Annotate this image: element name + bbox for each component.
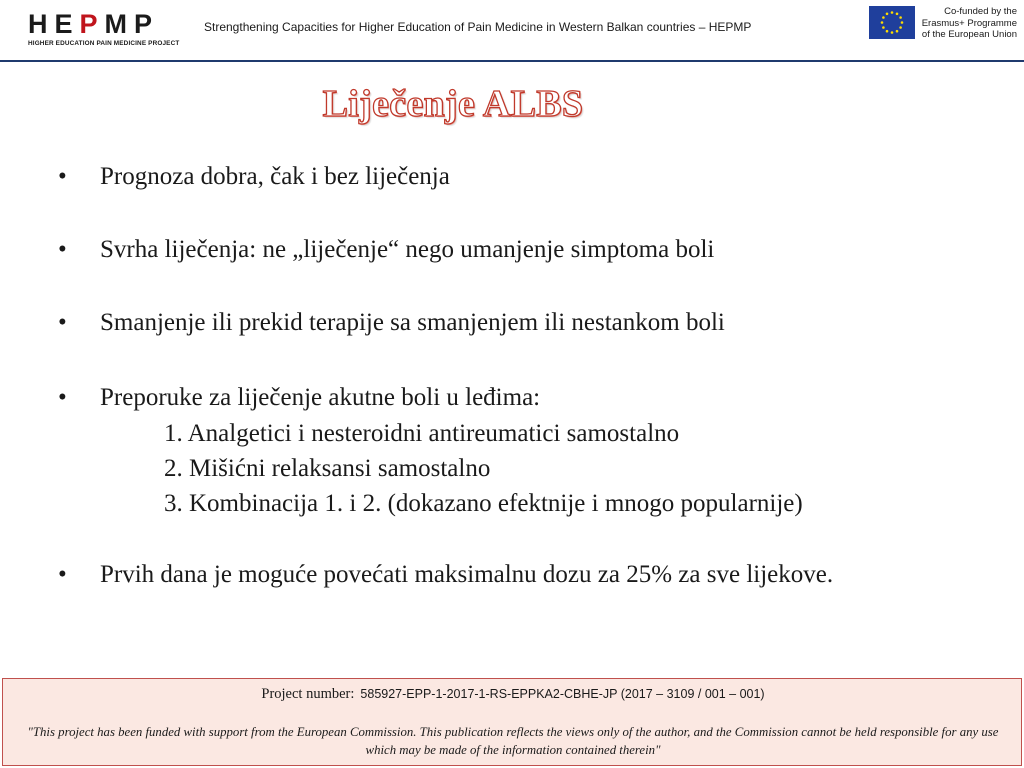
eu-text-line-2: Erasmus+ Programme	[921, 17, 1017, 29]
logo-letter-e: E	[54, 9, 73, 39]
eu-text-line-3: of the European Union	[921, 29, 1017, 40]
eu-text-line-1: Co-funded by the	[944, 6, 1017, 17]
project-number-line	[3, 686, 1023, 703]
project-number-label: Project number:	[261, 686, 355, 702]
slide-title: Liječenje ALBS	[322, 83, 584, 125]
bullet-dot: •	[58, 309, 67, 336]
bullet-text: Smanjenje ili prekid terapije sa smanjenjem ili nestankom boli	[100, 309, 725, 336]
sub-list-item: 2. Mišićni relaksansi samostalno	[164, 455, 491, 482]
logo-letter-m: M	[104, 9, 128, 39]
logo-subtitle: HIGHER EDUCATION PAIN MEDICINE PROJECT	[28, 40, 180, 47]
bullet-dot: •	[58, 236, 67, 263]
logo-letter-h: H	[28, 9, 48, 39]
project-number-value: 585927-EPP-1-2017-1-RS-EPPKA2-CBHE-JP (2017 – 3109 / 001 – 001)	[360, 687, 765, 701]
bullet-dot: •	[58, 163, 67, 190]
project-header-title: Strengthening Capacities for Higher Education of Pain Medicine in Western Balkan countries – HEPMP	[204, 20, 752, 34]
bullet-text: Svrha liječenja: ne „liječenje“ nego umanjenje simptoma boli	[100, 236, 715, 263]
sub-list-item: 1. Analgetici i nesteroidni antireumatici samostalno	[164, 420, 680, 447]
logo-letter-p-accent: P	[79, 9, 98, 39]
bullet-dot: •	[58, 561, 67, 588]
funding-footer	[2, 678, 1022, 766]
bullet-text: Prognoza dobra, čak i bez liječenja	[100, 163, 450, 190]
bullet-dot: •	[58, 384, 67, 411]
funding-disclaimer: "This project has been funded with support from the European Commission. This publication reflects the views only of the author, and the Commission cannot be held responsible for any use which may be made of the information contained therein"	[27, 725, 999, 757]
bullet-text: Prvih dana je moguće povećati maksimalnu dozu za 25% za sve lijekove.	[100, 561, 834, 588]
bullet-text: Preporuke za liječenje akutne boli u leđima:	[100, 384, 541, 411]
sub-list-item: 3. Kombinacija 1. i 2. (dokazano efektnije i mnogo popularnije)	[164, 490, 803, 517]
logo-letter-p: P	[134, 9, 153, 39]
